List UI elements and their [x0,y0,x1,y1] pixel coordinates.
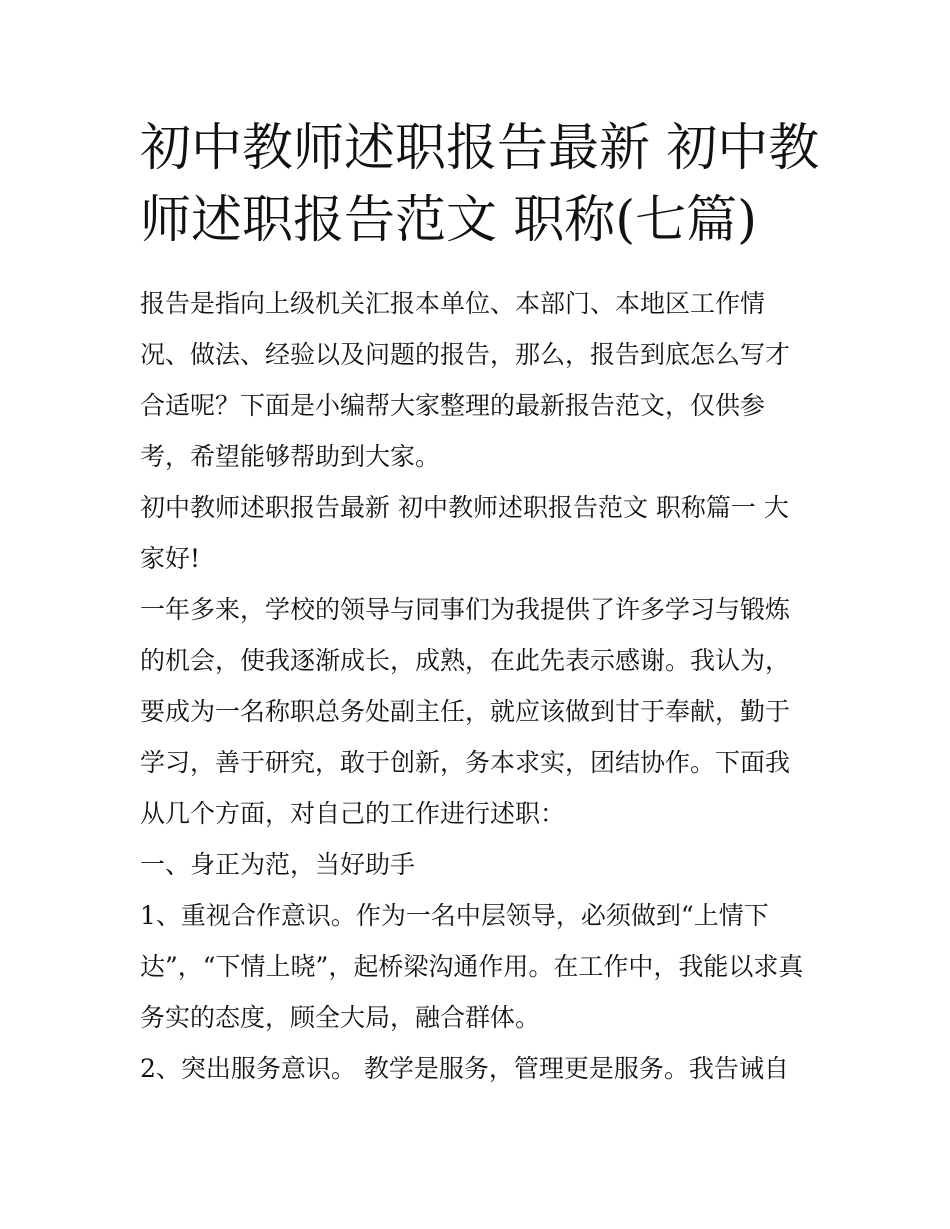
document-title: 初中教师述职报告最新 初中教师述职报告范文 职称(七篇) [140,119,820,250]
paragraph-item-two: 2、突出服务意识。 教学是服务，管理更是服务。我告诫自 [140,1054,789,1083]
paragraph-section-heading: 初中教师述职报告最新 初中教师述职报告范文 职称篇一 大家好! [140,493,789,573]
paragraph-intro: 报告是指向上级机关汇报本单位、本部门、本地区工作情况、做法、经验以及问题的报告，那么，报告到底怎么写才合适呢？下面是小编帮大家整理的最新报告范文，仅供参考，希望能够帮助到大家。 [140,289,791,471]
paragraph-item-one: 1、重视合作意识。作为一名中层领导，必须做到“上情下达”，“下情上晓”，起桥梁沟通作用。在工作中，我能以求真务实的态度，顾全大局，融合群体。 [140,901,804,1032]
paragraph-heading-one: 一、身正为范，当好助手 [140,850,416,879]
document-body [140,278,812,1094]
paragraph-main: 一年多来，学校的领导与同事们为我提供了许多学习与锻炼的机会，使我逐渐成长，成熟，在此先表示感谢。我认为，要成为一名称职总务处副主任，就应该做到甘于奉献，勤于学习，善于研究，敢于创新，务本求实，团结协作。下面我从几个方面，对自己的工作进行述职： [140,595,791,828]
